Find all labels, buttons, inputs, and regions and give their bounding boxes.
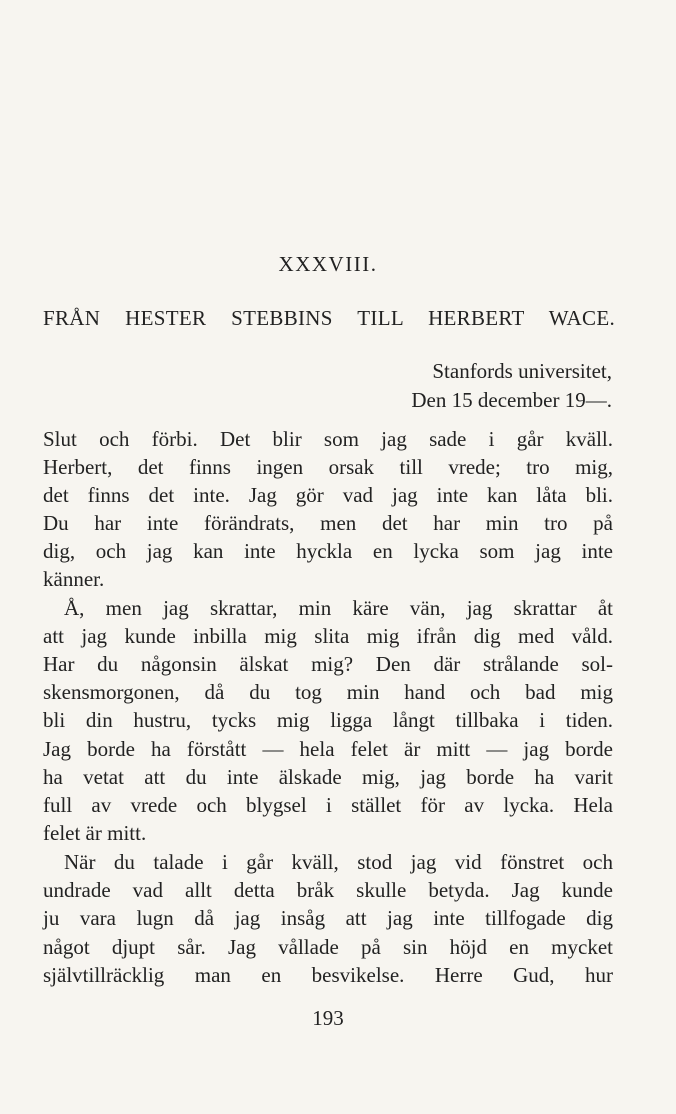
body-line: ju vara lugn då jag insåg att jag inte tillfogade dig	[43, 906, 613, 930]
dateline-place: Stanfords universitet,	[432, 359, 612, 383]
letter-title: FRÅN HESTER STEBBINS TILL HERBERT WACE.	[43, 306, 615, 330]
body-line: att jag kunde inbilla mig slita mig ifrån dig med våld.	[43, 624, 613, 648]
page-number: 193	[312, 1006, 344, 1030]
body-line: Å, men jag skrattar, min käre vän, jag skrattar åt	[64, 596, 613, 620]
dateline-date: Den 15 december 19—.	[411, 388, 612, 412]
body-line: När du talade i går kväll, stod jag vid fönstret och	[64, 850, 613, 874]
chapter-number: XXXVIII.	[278, 252, 378, 276]
body-line: Slut och förbi. Det blir som jag sade i går kväll.	[43, 427, 613, 451]
body-line: full av vrede och blygsel i stället för av lycka. Hela	[43, 793, 613, 817]
body-line: något djupt sår. Jag vållade på sin höjd en mycket	[43, 935, 613, 959]
body-line: dig, och jag kan inte hyckla en lycka som jag inte	[43, 539, 613, 563]
body-line: ha vetat att du inte älskade mig, jag borde ha varit	[43, 765, 613, 789]
body-line: bli din hustru, tycks mig ligga långt tillbaka i tiden.	[43, 708, 613, 732]
body-line: skensmorgonen, då du tog min hand och bad mig	[43, 680, 613, 704]
body-line: det finns det inte. Jag gör vad jag inte kan låta bli.	[43, 483, 613, 507]
body-line: undrade vad allt detta bråk skulle betyda. Jag kunde	[43, 878, 613, 902]
body-line: självtillräcklig man en besvikelse. Herre Gud, hur	[43, 963, 613, 987]
body-line: känner.	[43, 567, 105, 591]
body-line: Har du någonsin älskat mig? Den där strålande sol-	[43, 652, 613, 676]
body-line: Du har inte förändrats, men det har min tro på	[43, 511, 613, 535]
body-line: Jag borde ha förstått — hela felet är mitt — jag borde	[43, 737, 613, 761]
body-line: Herbert, det finns ingen orsak till vrede; tro mig,	[43, 455, 613, 479]
body-line: felet är mitt.	[43, 821, 147, 845]
